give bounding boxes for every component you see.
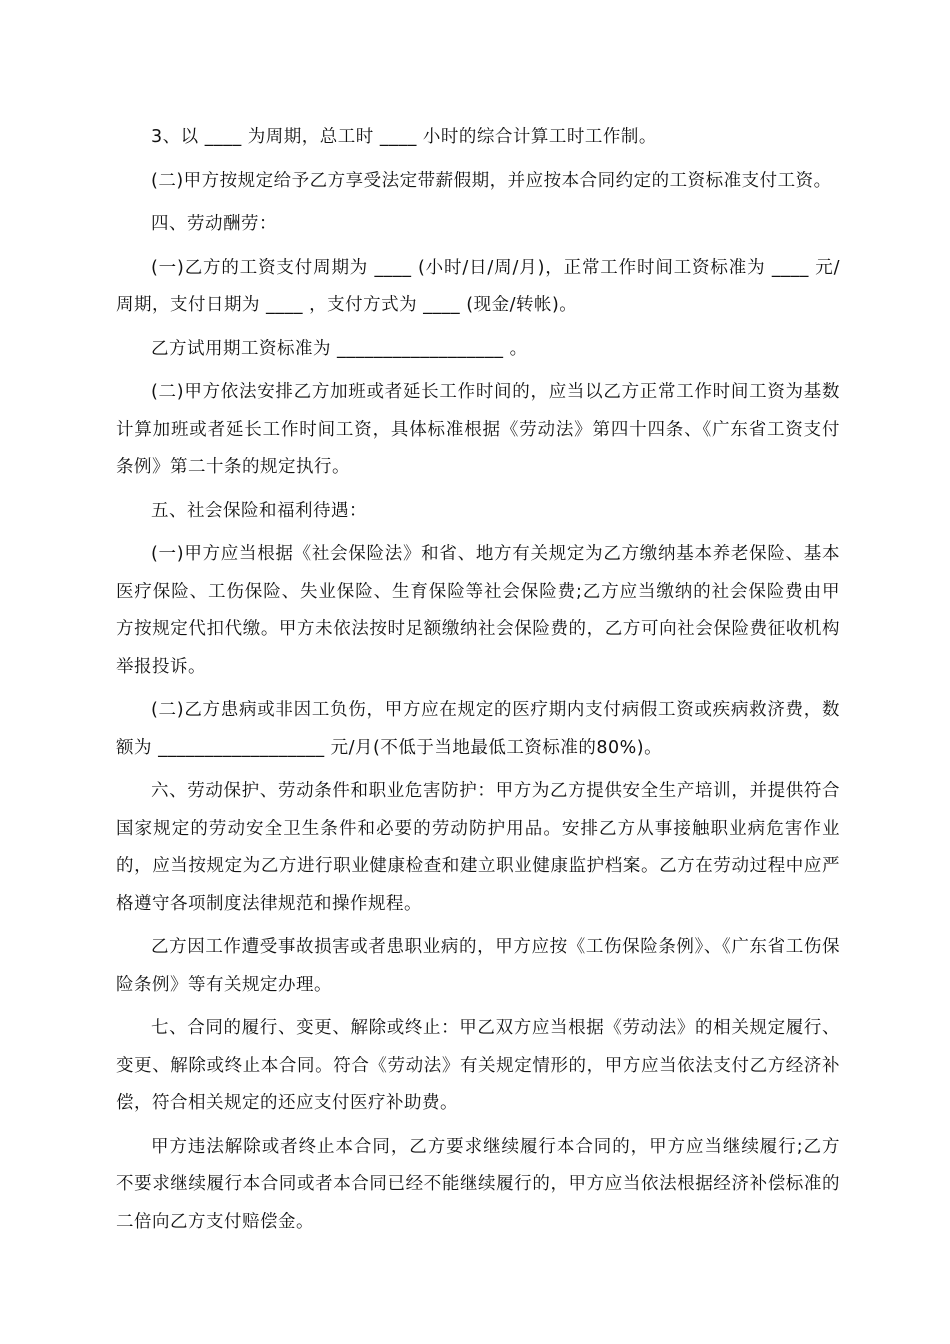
section-heading-labor-protection: 六、劳动保护、劳动条件和职业危害防护：甲方为乙方提供安全生产培训，并提供符合国家规定的劳动安全卫生条件和必要的劳动防护用品。安排乙方从事接触职业病危害作业的，应当按规定为乙方进行职业健康检查和建立职业健康监护档案。乙方在劳动过程中应严格遵守各项制度法律规范和操作规程。 [116,781,840,914]
paragraph-paid-leave: (二)甲方按规定给予乙方享受法定带薪假期，并应按本合同约定的工资标准支付工资。 [151,170,832,191]
document-page [116,119,840,1247]
paragraph-probation-wage: 乙方试用期工资标准为 __________________ 。 [151,338,528,359]
paragraph-social-insurance-contribution: (一)甲方应当根据《社会保险法》和省、地方有关规定为乙方缴纳基本养老保险、基本医疗保险、工伤保险、失业保险、生育保险等社会保险费;乙方应当缴纳的社会保险费由甲方按规定代扣代缴。甲方未依法按时足额缴纳社会保险费的，乙方可向社会保险费征收机构举报投诉。 [116,544,840,677]
paragraph-work-injury: 乙方因工作遭受事故损害或者患职业病的，甲方应按《工伤保险条例》、《广东省工伤保险条例》等有关规定办理。 [116,937,840,995]
paragraph-overtime-pay: (二)甲方依法安排乙方加班或者延长工作时间的，应当以乙方正常工作时间工资为基数计算加班或者延长工作时间工资，具体标准根据《劳动法》第四十四条、《广东省工资支付条例》第二十条的规定执行。 [116,382,840,477]
paragraph-sick-leave-pay: (二)乙方患病或非因工负伤，甲方应在规定的医疗期内支付病假工资或疾病救济费，数额为 __________________ 元/月(不低于当地最低工资标准的80%)。 [116,700,840,758]
paragraph-wage-payment-cycle: (一)乙方的工资支付周期为 ____ (小时/日/周/月)，正常工作时间工资标准为 ____ 元/周期，支付日期为 ____ ，支付方式为 ____ (现金/转帐)。 [116,257,840,315]
section-heading-social-insurance: 五、社会保险和福利待遇： [151,500,367,521]
section-heading-contract-performance: 七、合同的履行、变更、解除或终止：甲乙双方应当根据《劳动法》的相关规定履行、变更、解除或终止本合同。符合《劳动法》有关规定情形的，甲方应当依法支付乙方经济补偿，符合相关规定的还应支付医疗补助费。 [116,1018,840,1113]
paragraph-work-hours-cycle: 3、以 ____ 为周期，总工时 ____ 小时的综合计算工时工作制。 [151,127,657,147]
section-heading-labor-pay: 四、劳动酬劳： [151,214,277,234]
paragraph-illegal-termination: 甲方违法解除或者终止本合同，乙方要求继续履行本合同的，甲方应当继续履行;乙方不要求继续履行本合同或者本合同已经不能继续履行的，甲方应当依法根据经济补偿标准的二倍向乙方支付赔偿金。 [116,1136,840,1232]
